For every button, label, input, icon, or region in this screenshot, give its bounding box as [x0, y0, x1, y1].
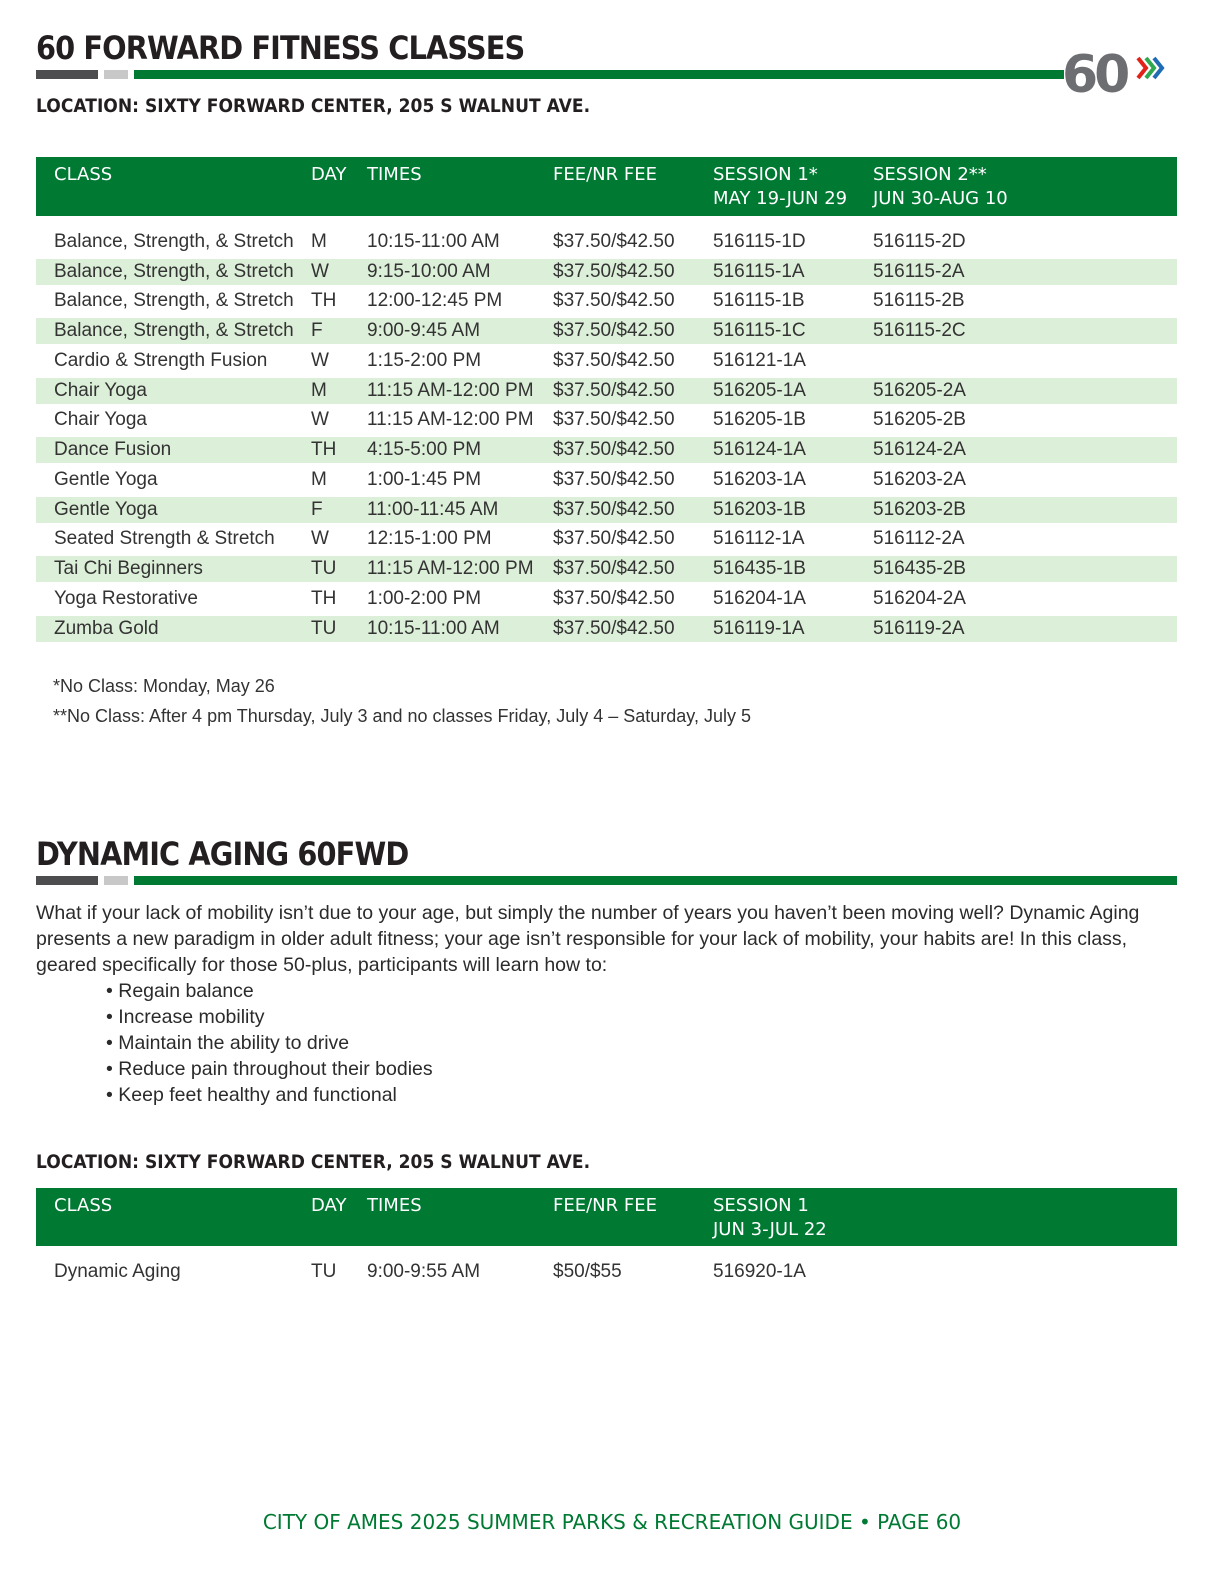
table-header [36, 157, 1177, 216]
list-item: • Increase mobility [106, 1004, 433, 1030]
cell-session2: 516124-2A [873, 439, 966, 460]
table-row [36, 288, 1177, 314]
cell-session2: 516112-2A [873, 528, 965, 549]
cell-class: Balance, Strength, & Stretch [54, 290, 294, 311]
header-session2 [873, 163, 1008, 211]
cell-day: W [311, 261, 329, 282]
list-item: • Maintain the ability to drive [106, 1030, 433, 1056]
cell-session1: 516205-1B [713, 409, 806, 430]
cell-session2: 516115-2A [873, 261, 965, 282]
section-rule-green [134, 876, 1177, 885]
location-label: LOCATION: SIXTY FORWARD CENTER, 205 S WALNUT AVE. [36, 95, 591, 117]
table-row [36, 229, 1177, 255]
header-class: CLASS [54, 164, 113, 185]
cell-session2: 516119-2A [873, 618, 965, 639]
cell-class: Dance Fusion [54, 439, 172, 460]
cell-fee: $50/$55 [553, 1261, 622, 1282]
cell-session2: 516115-2B [873, 290, 965, 311]
cell-times: 4:15-5:00 PM [367, 439, 482, 460]
cell-class: Zumba Gold [54, 618, 159, 639]
cell-day: F [311, 499, 323, 520]
cell-class: Gentle Yoga [54, 469, 158, 490]
cell-times: 11:15 AM-12:00 PM [367, 380, 534, 401]
header-day: DAY [311, 164, 347, 185]
section-title: DYNAMIC AGING 60FWD [36, 835, 409, 873]
cell-session2: 516203-2A [873, 469, 966, 490]
cell-times: 9:15-10:00 AM [367, 261, 491, 282]
location-label: LOCATION: SIXTY FORWARD CENTER, 205 S WALNUT AVE. [36, 1151, 591, 1173]
cell-session1: 516115-1C [713, 320, 806, 341]
cell-day: W [311, 350, 329, 371]
cell-session1: 516115-1A [713, 261, 805, 282]
cell-fee: $37.50/$42.50 [553, 231, 675, 252]
header-class: CLASS [54, 1195, 113, 1216]
table-row [36, 318, 1177, 344]
cell-fee: $37.50/$42.50 [553, 290, 675, 311]
cell-class: Cardio & Strength Fusion [54, 350, 268, 371]
cell-class: Tai Chi Beginners [54, 558, 203, 579]
cell-times: 12:00-12:45 PM [367, 290, 503, 311]
cell-class: Balance, Strength, & Stretch [54, 231, 294, 252]
cell-day: TU [311, 618, 337, 639]
cell-fee: $37.50/$42.50 [553, 320, 675, 341]
header-times: TIMES [367, 1195, 422, 1216]
cell-day: F [311, 320, 323, 341]
logo-text: 60 [1062, 45, 1127, 100]
cell-fee: $37.50/$42.50 [553, 469, 675, 490]
cell-day: W [311, 409, 329, 430]
table-header [36, 1188, 1177, 1246]
cell-class: Chair Yoga [54, 409, 147, 430]
cell-fee: $37.50/$42.50 [553, 588, 675, 609]
cell-times: 1:15-2:00 PM [367, 350, 482, 371]
cell-session1: 516112-1A [713, 528, 805, 549]
cell-class: Balance, Strength, & Stretch [54, 261, 294, 282]
cell-session2: 516435-2B [873, 558, 966, 579]
intro-paragraph: What if your lack of mobility isn’t due to your age, but simply the number of years you haven’t been moving well? Dynamic Aging presents a new paradigm in older adult fitness; your age isn’t responsible for your lack of mobility, your habits are! In this class, geared specifically for those 50-plus, participants will learn how to: [36, 902, 1140, 976]
header-session2-dates: JUN 30-AUG 10 [873, 188, 1008, 209]
header-day: DAY [311, 1195, 347, 1216]
cell-session1: 516204-1A [713, 588, 806, 609]
title-rule-light [104, 70, 128, 79]
cell-times: 11:15 AM-12:00 PM [367, 409, 534, 430]
cell-times: 11:15 AM-12:00 PM [367, 558, 534, 579]
cell-fee: $37.50/$42.50 [553, 618, 675, 639]
header-session1-label: SESSION 1 [713, 1195, 809, 1216]
cell-times: 10:15-11:00 AM [367, 231, 500, 252]
header-fee: FEE/NR FEE [553, 1195, 657, 1216]
cell-day: TU [311, 558, 337, 579]
cell-session2: 516204-2A [873, 588, 966, 609]
cell-session1: 516119-1A [713, 618, 805, 639]
cell-session2: 516115-2C [873, 320, 966, 341]
cell-session1: 516115-1D [713, 231, 806, 252]
header-fee: FEE/NR FEE [553, 164, 657, 185]
cell-fee: $37.50/$42.50 [553, 380, 675, 401]
cell-day: TH [311, 588, 337, 609]
cell-times: 12:15-1:00 PM [367, 528, 492, 549]
cell-day: W [311, 528, 329, 549]
cell-class: Balance, Strength, & Stretch [54, 320, 294, 341]
cell-times: 10:15-11:00 AM [367, 618, 500, 639]
header-session1-dates: MAY 19-JUN 29 [713, 188, 848, 209]
section-rule-light [104, 876, 128, 885]
cell-day: M [311, 380, 327, 401]
cell-session2: 516205-2B [873, 409, 966, 430]
section-rule-dark [36, 876, 98, 885]
table-row [36, 497, 1177, 523]
cell-fee: $37.50/$42.50 [553, 409, 675, 430]
cell-day: M [311, 469, 327, 490]
header-times: TIMES [367, 164, 422, 185]
cell-fee: $37.50/$42.50 [553, 439, 675, 460]
cell-class: Yoga Restorative [54, 588, 199, 609]
list-item: • Regain balance [106, 978, 433, 1004]
cell-day: TU [311, 1261, 337, 1282]
table-row [36, 586, 1177, 612]
cell-fee: $37.50/$42.50 [553, 499, 675, 520]
cell-session2: 516115-2D [873, 231, 966, 252]
cell-fee: $37.50/$42.50 [553, 558, 675, 579]
table-row [36, 407, 1177, 433]
cell-session1: 516435-1B [713, 558, 806, 579]
cell-session1: 516920-1A [713, 1261, 806, 1282]
cell-fee: $37.50/$42.50 [553, 261, 675, 282]
cell-fee: $37.50/$42.50 [553, 528, 675, 549]
header-session1 [713, 163, 847, 211]
table-row [36, 467, 1177, 493]
cell-class: Gentle Yoga [54, 499, 158, 520]
benefits-list [106, 978, 433, 1108]
header-session2-label: SESSION 2** [873, 164, 987, 185]
page-title: 60 FORWARD FITNESS CLASSES [36, 29, 525, 67]
table-row [36, 1259, 1177, 1285]
cell-session1: 516115-1B [713, 290, 805, 311]
header-session1 [713, 1194, 827, 1242]
page-footer: CITY OF AMES 2025 SUMMER PARKS & RECREATION GUIDE • PAGE 60 [262, 1510, 962, 1534]
table-row [36, 616, 1177, 642]
table-row [36, 526, 1177, 552]
table-row [36, 259, 1177, 285]
cell-session1: 516203-1A [713, 469, 806, 490]
cell-session1: 516121-1A [713, 350, 806, 371]
list-item: • Keep feet healthy and functional [106, 1082, 433, 1108]
header-session1-label: SESSION 1* [713, 164, 818, 185]
cell-class: Dynamic Aging [54, 1261, 181, 1282]
cell-session1: 516124-1A [713, 439, 806, 460]
footnote-session2: **No Class: After 4 pm Thursday, July 3 and no classes Friday, July 4 – Saturday, July 5 [53, 706, 751, 726]
title-rule-dark [36, 70, 98, 79]
cell-day: M [311, 231, 327, 252]
cell-times: 9:00-9:45 AM [367, 320, 481, 341]
table-row [36, 556, 1177, 582]
cell-times: 9:00-9:55 AM [367, 1261, 481, 1282]
title-rule-green [134, 70, 1064, 79]
cell-session2: 516205-2A [873, 380, 966, 401]
cell-fee: $37.50/$42.50 [553, 350, 675, 371]
cell-class: Chair Yoga [54, 380, 147, 401]
cell-times: 1:00-1:45 PM [367, 469, 482, 490]
table-row [36, 348, 1177, 374]
cell-session1: 516205-1A [713, 380, 806, 401]
cell-times: 1:00-2:00 PM [367, 588, 482, 609]
header-session1-dates: JUN 3-JUL 22 [713, 1219, 827, 1240]
list-item: • Reduce pain throughout their bodies [106, 1056, 433, 1082]
sixty-forward-logo [1062, 44, 1177, 100]
cell-times: 11:00-11:45 AM [367, 499, 499, 520]
cell-session1: 516203-1B [713, 499, 806, 520]
table-row [36, 378, 1177, 404]
table-row [36, 437, 1177, 463]
chevron-arrows-icon [1138, 58, 1162, 78]
cell-day: TH [311, 290, 337, 311]
footnote-session1: *No Class: Monday, May 26 [53, 676, 275, 696]
cell-class: Seated Strength & Stretch [54, 528, 275, 549]
cell-session2: 516203-2B [873, 499, 966, 520]
cell-day: TH [311, 439, 337, 460]
